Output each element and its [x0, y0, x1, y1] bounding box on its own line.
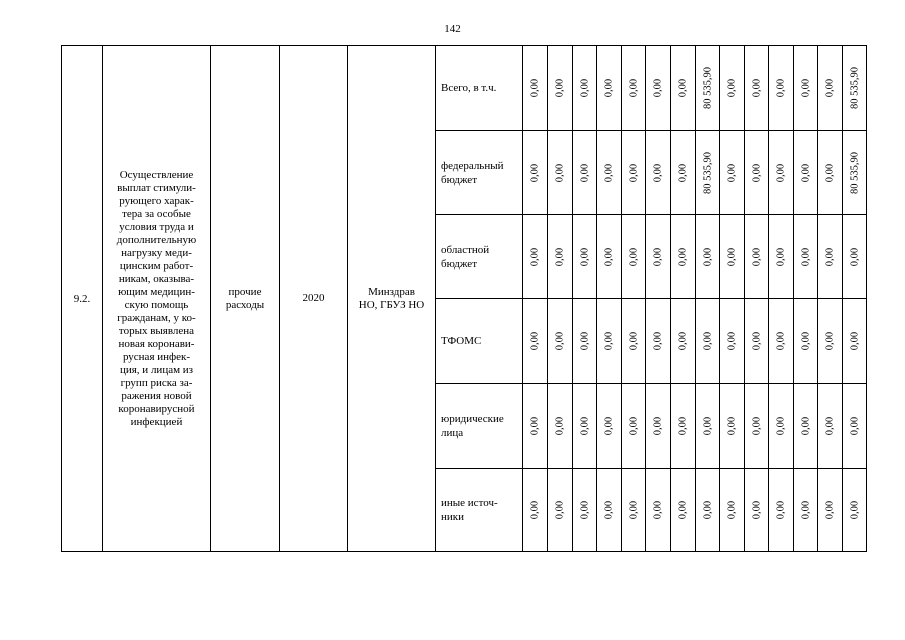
text-line: новая коронави- — [118, 337, 195, 350]
value-cell — [523, 46, 548, 131]
text-line: ция, и лицам из — [119, 363, 194, 376]
funding-source-label — [436, 299, 523, 384]
value-text: 0,00 — [726, 331, 738, 351]
value-text: 0,00 — [751, 416, 762, 436]
value-cell — [622, 131, 646, 215]
value-text: 0,00 — [603, 78, 615, 98]
value-cell — [818, 215, 843, 299]
value-cell — [794, 215, 818, 299]
value-cell — [720, 46, 745, 131]
value-cell — [573, 215, 597, 299]
value-cell — [597, 469, 622, 552]
value-cell — [843, 384, 867, 469]
text-line: бюджет — [441, 173, 477, 186]
value-cell — [818, 299, 843, 384]
value-text: 0,00 — [628, 163, 639, 182]
value-text: 0,00 — [800, 331, 811, 351]
value-cell — [523, 131, 548, 215]
row-number: 9.2. — [62, 46, 103, 552]
value-cell — [769, 384, 794, 469]
value-text: 0,00 — [579, 500, 590, 520]
value-text: 0,00 — [702, 416, 713, 436]
value-text: 0,00 — [726, 416, 738, 436]
value-text: 0,00 — [775, 163, 787, 182]
value-cell — [573, 46, 597, 131]
text-line: торых выявлена — [118, 324, 195, 337]
value-text: 0,00 — [824, 78, 836, 98]
value-cell — [622, 215, 646, 299]
value-text: 0,00 — [554, 247, 566, 266]
value-cell — [769, 131, 794, 215]
value-cell — [696, 469, 720, 552]
value-text: 0,00 — [702, 247, 713, 266]
value-cell — [696, 299, 720, 384]
value-text: 80 535,90 — [849, 67, 860, 109]
text-line: бюджет — [441, 257, 477, 270]
value-cell — [523, 469, 548, 552]
value-text: 0,00 — [603, 331, 615, 351]
value-cell — [818, 384, 843, 469]
value-cell — [794, 299, 818, 384]
value-cell — [523, 215, 548, 299]
text-line: тера за особые — [122, 207, 191, 220]
funding-source-label — [436, 46, 523, 131]
value-cell — [745, 215, 769, 299]
value-cell — [671, 299, 696, 384]
value-text: 0,00 — [652, 163, 664, 182]
value-text: 0,00 — [677, 416, 689, 436]
value-text: 0,00 — [824, 247, 836, 266]
value-text: 0,00 — [800, 500, 811, 520]
value-cell — [548, 131, 573, 215]
value-text: 0,00 — [775, 78, 787, 98]
value-text: 0,00 — [849, 247, 860, 266]
text-line: ющим медицин- — [118, 285, 195, 298]
value-cell — [671, 384, 696, 469]
value-text: 0,00 — [702, 500, 713, 520]
text-line: прочие — [228, 285, 262, 298]
expense-type — [211, 46, 280, 552]
value-text: 0,00 — [603, 163, 615, 182]
value-text: 0,00 — [849, 500, 860, 520]
value-text: 0,00 — [554, 163, 566, 182]
value-cell — [573, 469, 597, 552]
executor — [348, 46, 436, 552]
value-text: 0,00 — [726, 247, 738, 266]
value-cell — [843, 299, 867, 384]
value-text: 0,00 — [529, 78, 541, 98]
value-cell — [794, 46, 818, 131]
value-text: 0,00 — [751, 247, 762, 266]
value-text: 0,00 — [529, 331, 541, 351]
text-line: рующего харак- — [119, 194, 194, 207]
value-cell — [548, 469, 573, 552]
text-line: условия труда и — [119, 220, 194, 233]
value-cell — [671, 469, 696, 552]
value-cell — [646, 46, 671, 131]
text-line: лица — [441, 427, 464, 439]
value-cell — [769, 469, 794, 552]
value-cell — [696, 131, 720, 215]
value-cell — [548, 299, 573, 384]
funding-source-label — [436, 469, 523, 552]
text-line: ники — [441, 511, 465, 523]
value-cell — [671, 131, 696, 215]
value-text: 0,00 — [751, 163, 762, 182]
value-cell — [646, 384, 671, 469]
text-line: выплат стимули- — [117, 181, 196, 194]
value-cell — [818, 131, 843, 215]
value-text: 0,00 — [652, 247, 664, 266]
value-text: 0,00 — [554, 331, 566, 351]
value-text: 0,00 — [652, 78, 664, 98]
value-cell — [646, 215, 671, 299]
text-line: федеральный — [441, 159, 504, 172]
value-cell — [769, 215, 794, 299]
value-cell — [843, 131, 867, 215]
value-cell — [597, 384, 622, 469]
value-text: 0,00 — [800, 247, 811, 266]
value-text: 0,00 — [751, 500, 762, 520]
text-line: Минздрав — [368, 285, 415, 298]
text-line: ТФОМС — [441, 335, 482, 347]
value-text: 0,00 — [824, 500, 836, 520]
value-text: 0,00 — [628, 78, 639, 98]
value-cell — [671, 46, 696, 131]
text-line: Осуществление — [119, 168, 194, 181]
value-text: 0,00 — [726, 500, 738, 520]
value-text: 0,00 — [775, 331, 787, 351]
text-line: никам, оказыва- — [118, 272, 195, 285]
text-line: коронавирусной — [118, 402, 195, 415]
value-text: 0,00 — [677, 247, 689, 266]
value-text: 0,00 — [726, 163, 738, 182]
value-cell — [573, 299, 597, 384]
value-text: 0,00 — [579, 416, 590, 436]
value-cell — [523, 384, 548, 469]
value-text: 0,00 — [628, 500, 639, 520]
value-cell — [622, 46, 646, 131]
value-cell — [548, 384, 573, 469]
value-cell — [720, 299, 745, 384]
value-cell — [597, 131, 622, 215]
value-cell — [696, 46, 720, 131]
value-cell — [745, 469, 769, 552]
value-cell — [597, 215, 622, 299]
value-text: 0,00 — [554, 500, 566, 520]
value-text: 0,00 — [800, 416, 811, 436]
value-cell — [843, 469, 867, 552]
value-cell — [646, 131, 671, 215]
value-cell — [818, 469, 843, 552]
value-cell — [646, 299, 671, 384]
value-cell — [745, 384, 769, 469]
text-line: иные источ- — [441, 497, 498, 509]
funding-source-label — [436, 131, 523, 215]
value-text: 80 535,90 — [702, 151, 713, 194]
value-cell — [622, 384, 646, 469]
text-line: ражения новой — [121, 389, 192, 402]
value-text: 0,00 — [824, 331, 836, 351]
value-cell — [573, 131, 597, 215]
value-cell — [597, 46, 622, 131]
value-text: 0,00 — [579, 331, 590, 351]
value-text: 0,00 — [529, 416, 541, 436]
value-cell — [696, 215, 720, 299]
text-line: Всего, в т.ч. — [441, 82, 497, 94]
value-text: 0,00 — [677, 78, 689, 98]
value-text: 0,00 — [775, 416, 787, 436]
value-cell — [745, 46, 769, 131]
value-text: 0,00 — [579, 163, 590, 182]
table-row — [62, 46, 867, 131]
value-cell — [696, 384, 720, 469]
value-text: 0,00 — [677, 163, 689, 182]
value-cell — [523, 299, 548, 384]
value-cell — [794, 384, 818, 469]
year: 2020 — [280, 46, 348, 552]
measure-name — [103, 46, 211, 552]
value-text: 0,00 — [775, 247, 787, 266]
value-cell — [843, 215, 867, 299]
text-line: НО, ГБУЗ НО — [358, 298, 425, 311]
value-cell — [720, 215, 745, 299]
value-cell — [794, 131, 818, 215]
text-line: юридические — [441, 413, 504, 425]
value-cell — [769, 299, 794, 384]
value-text: 0,00 — [775, 500, 787, 520]
funding-source-label — [436, 215, 523, 299]
text-line: нагрузку меди- — [121, 246, 192, 259]
value-text: 0,00 — [628, 247, 639, 266]
value-text: 0,00 — [824, 163, 836, 182]
value-text: 0,00 — [554, 416, 566, 436]
value-text: 80 535,90 — [849, 151, 860, 194]
value-text: 0,00 — [652, 331, 664, 351]
value-text: 0,00 — [529, 163, 541, 182]
value-cell — [548, 215, 573, 299]
value-cell — [548, 46, 573, 131]
value-text: 0,00 — [677, 500, 689, 520]
value-text: 0,00 — [529, 247, 541, 266]
value-cell — [769, 46, 794, 131]
budget-table — [61, 45, 867, 552]
value-cell — [720, 131, 745, 215]
value-text: 0,00 — [677, 331, 689, 351]
value-cell — [622, 299, 646, 384]
value-cell — [597, 299, 622, 384]
text-line: групп риска за- — [120, 376, 193, 389]
value-cell — [818, 46, 843, 131]
value-text: 0,00 — [603, 247, 615, 266]
value-text: 0,00 — [579, 247, 590, 266]
value-cell — [745, 299, 769, 384]
value-text: 0,00 — [751, 78, 762, 98]
page-number: 142 — [444, 23, 461, 35]
text-line: инфекцией — [130, 415, 183, 428]
value-cell — [671, 215, 696, 299]
value-cell — [646, 469, 671, 552]
value-text: 0,00 — [800, 163, 811, 182]
value-text: 0,00 — [603, 500, 615, 520]
value-text: 0,00 — [652, 416, 664, 436]
value-text: 0,00 — [726, 78, 738, 98]
value-cell — [794, 469, 818, 552]
value-cell — [720, 469, 745, 552]
value-text: 0,00 — [849, 331, 860, 351]
value-text: 0,00 — [849, 416, 860, 436]
text-line: расходы — [225, 298, 265, 311]
text-line: областной — [441, 243, 490, 256]
text-line: цинским работ- — [119, 259, 194, 272]
value-cell — [720, 384, 745, 469]
value-cell — [843, 46, 867, 131]
funding-source-label — [436, 384, 523, 469]
value-text: 0,00 — [603, 416, 615, 436]
text-line: дополнительную — [116, 233, 197, 246]
value-cell — [622, 469, 646, 552]
value-text: 0,00 — [702, 331, 713, 351]
value-text: 0,00 — [652, 500, 664, 520]
text-line: гражданам, у ко- — [117, 311, 196, 324]
value-text: 0,00 — [824, 416, 836, 436]
value-text: 0,00 — [751, 331, 762, 351]
text-line: русная инфек- — [122, 350, 191, 363]
value-text: 0,00 — [628, 331, 639, 351]
text-line: скую помощь — [124, 298, 189, 311]
value-text: 0,00 — [628, 416, 639, 436]
value-text: 0,00 — [800, 78, 811, 98]
value-cell — [573, 384, 597, 469]
value-cell — [745, 131, 769, 215]
value-text: 0,00 — [529, 500, 541, 520]
value-text: 80 535,90 — [702, 67, 713, 109]
value-text: 0,00 — [579, 78, 590, 98]
value-text: 0,00 — [554, 78, 566, 98]
